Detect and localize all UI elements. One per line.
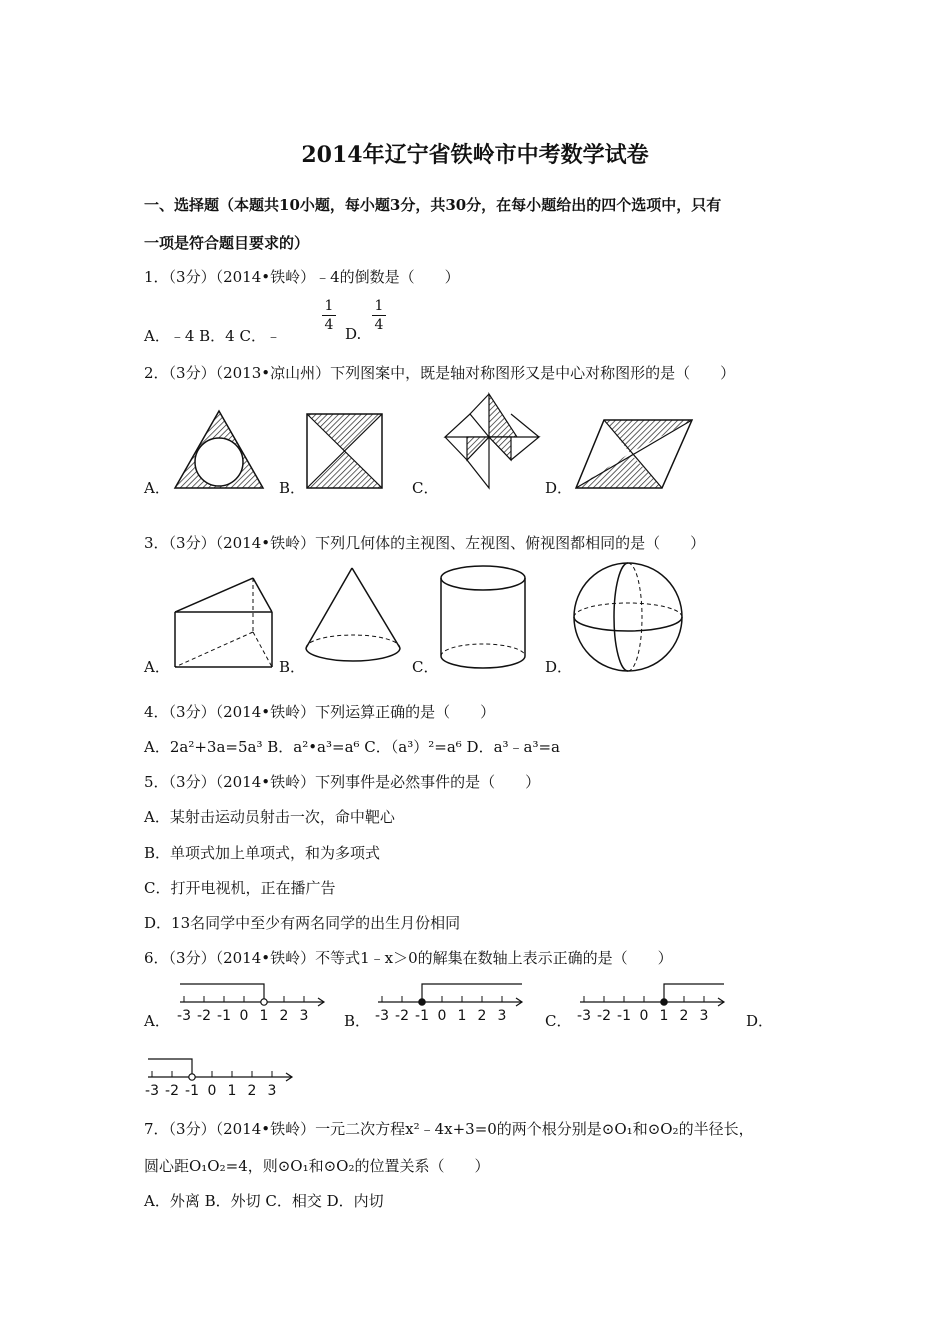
q2-stem: 2．（3分）（2013•凉山州）下列图案中，既是轴对称图形又是中心对称图形的是（ ） — [144, 364, 736, 382]
tick-label: 0 — [437, 1008, 447, 1024]
q1-options: A．﹣4 B．4 C．﹣ — [144, 327, 281, 345]
tick-label: 2 — [477, 1008, 487, 1024]
q1-stem: 1．（3分）（2014•铁岭）﹣4的倒数是（ ） — [144, 268, 460, 286]
tick-label: -3 — [145, 1083, 159, 1099]
q3-label-a: A． — [144, 658, 170, 676]
q6-number-line-a — [177, 984, 324, 1024]
section-heading-cont: 一项是符合题目要求的） — [144, 234, 310, 252]
q3-label-d: D． — [545, 658, 573, 676]
q3-stem: 3．（3分）（2014•铁岭）下列几何体的主视图、左视图、俯视图都相同的是（ ） — [144, 534, 706, 552]
tick-label: 2 — [279, 1008, 289, 1024]
solution-ray — [180, 984, 264, 1002]
tick-label: 3 — [497, 1008, 507, 1024]
tick-label: 3 — [299, 1008, 309, 1024]
tick-label: 1 — [457, 1008, 467, 1024]
tick-label: -2 — [197, 1008, 211, 1024]
q4-options: A．2a²+3a=5a³ B．a²•a³=a⁶ C．（a³）²=a⁶ D．a³﹣a³=a — [144, 738, 560, 756]
closed-point — [661, 999, 667, 1005]
tick-label: -1 — [217, 1008, 231, 1024]
q6-number-line-d — [145, 1059, 292, 1099]
tick-label: 2 — [679, 1008, 689, 1024]
q5-stem: 5．（3分）（2014•铁岭）下列事件是必然事件的是（ ） — [144, 773, 541, 791]
solution-ray — [422, 984, 522, 1002]
tick-label: -1 — [415, 1008, 429, 1024]
tick-label: 0 — [239, 1008, 249, 1024]
fraction-denominator: 4 — [324, 317, 334, 333]
tick-label: 0 — [639, 1008, 649, 1024]
section-heading: 一、选择题（本题共10小题，每小题3分，共30分，在每小题给出的四个选项中，只有 — [144, 196, 722, 214]
tick-label: 3 — [267, 1083, 277, 1099]
closed-point — [419, 999, 425, 1005]
tick-label: 0 — [207, 1083, 217, 1099]
q6-label-d: D． — [746, 1012, 774, 1030]
page-title: 2014年辽宁省铁岭市中考数学试卷 — [301, 142, 649, 168]
tick-label: -3 — [577, 1008, 591, 1024]
q7-stem-cont: 圆心距O₁O₂=4，则⊙O₁和⊙O₂的位置关系（ ） — [144, 1157, 490, 1175]
solution-ray — [664, 984, 724, 1002]
open-point — [189, 1074, 195, 1080]
fraction-numerator: 1 — [374, 298, 384, 314]
q5-option-b: B．单项式加上单项式，和为多项式 — [144, 844, 381, 862]
q4-stem: 4．（3分）（2014•铁岭）下列运算正确的是（ ） — [144, 703, 496, 721]
q6-label-a: A． — [144, 1012, 170, 1030]
q6-label-b: B． — [344, 1012, 371, 1030]
q7-stem: 7．（3分）（2014•铁岭）一元二次方程x²﹣4x+3=0的两个根分别是⊙O₁和⊙O₂的半径长， — [144, 1120, 754, 1138]
tick-label: -2 — [395, 1008, 409, 1024]
q6-stem: 6．（3分）（2014•铁岭）不等式1﹣x＞0的解集在数轴上表示正确的是（ ） — [144, 949, 673, 967]
q2-label-d: D． — [545, 479, 573, 497]
q3-label-b: B． — [279, 658, 306, 676]
q7-options: A．外离 B．外切 C．相交 D．内切 — [144, 1192, 384, 1210]
tick-label: 1 — [659, 1008, 669, 1024]
tick-label: -2 — [597, 1008, 611, 1024]
open-point — [261, 999, 267, 1005]
q6-number-line-c — [577, 984, 724, 1024]
q2-label-a: A． — [144, 479, 170, 497]
tick-label: -1 — [185, 1083, 199, 1099]
tick-label: 2 — [247, 1083, 257, 1099]
tick-label: 1 — [259, 1008, 269, 1024]
solution-ray — [148, 1059, 192, 1077]
q3-label-c: C． — [412, 658, 439, 676]
tick-label: -3 — [177, 1008, 191, 1024]
fraction-numerator: 1 — [324, 298, 334, 314]
fraction-denominator: 4 — [374, 317, 384, 333]
tick-label: -2 — [165, 1083, 179, 1099]
q2-label-b: B． — [279, 479, 306, 497]
tick-label: -3 — [375, 1008, 389, 1024]
tick-label: 1 — [227, 1083, 237, 1099]
q6-label-c: C． — [545, 1012, 572, 1030]
tick-label: 3 — [699, 1008, 709, 1024]
q6-number-line-b — [375, 984, 522, 1024]
q5-option-d: D．13名同学中至少有两名同学的出生月份相同 — [144, 914, 461, 932]
q1-option-d: D. — [345, 325, 362, 343]
tick-label: -1 — [617, 1008, 631, 1024]
q5-option-c: C．打开电视机，正在播广告 — [144, 879, 336, 897]
q2-label-c: C． — [412, 479, 439, 497]
q5-option-a: A．某射击运动员射击一次，命中靶心 — [144, 808, 395, 826]
